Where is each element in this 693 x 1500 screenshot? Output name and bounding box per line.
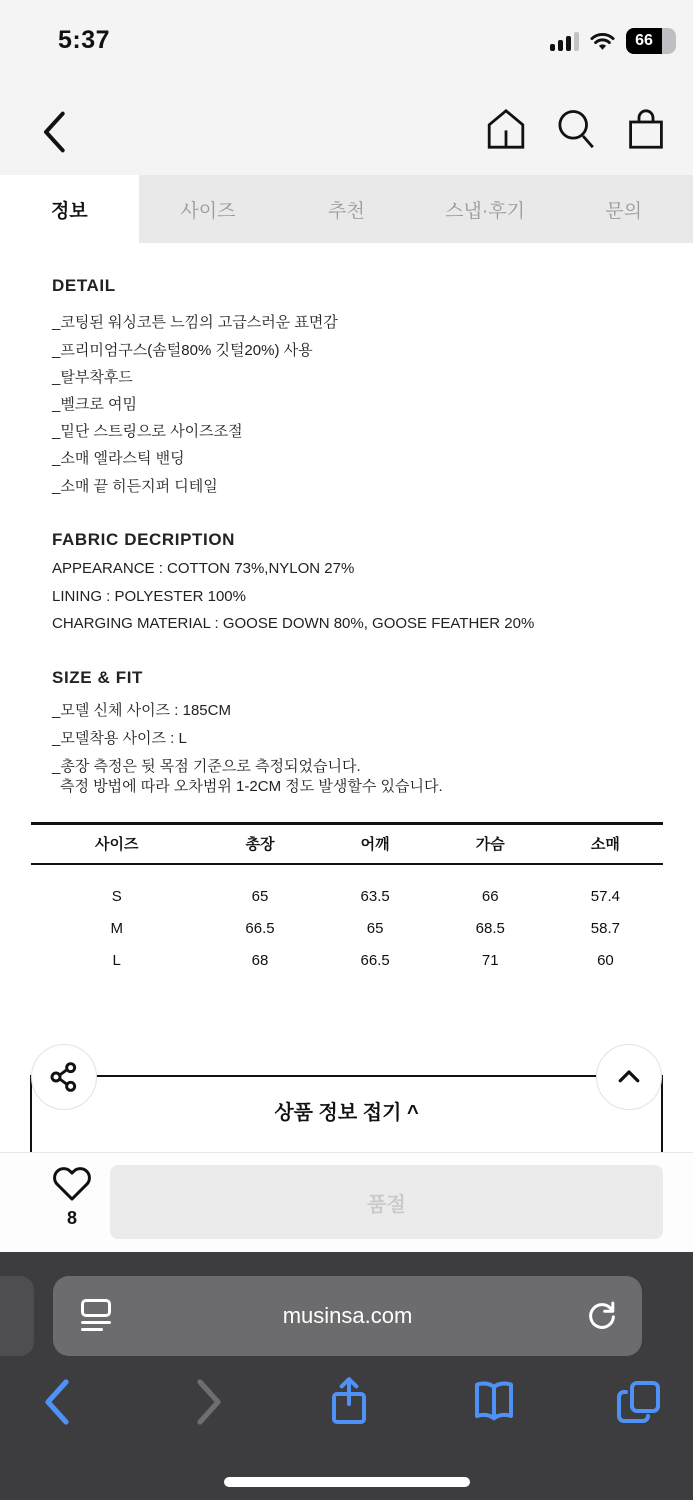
detail-item: _소매 끝 히든지퍼 디테일: [52, 478, 218, 495]
bookmarks-icon[interactable]: [470, 1376, 518, 1428]
purchase-action-bar: [0, 1152, 693, 1252]
size-table-header: 소매: [548, 824, 663, 865]
detail-heading: DETAIL: [52, 276, 116, 295]
home-icon[interactable]: [485, 106, 527, 152]
browser-share-icon[interactable]: [325, 1376, 373, 1428]
sold-out-button[interactable]: 품절: [110, 1165, 663, 1239]
share-network-icon: [48, 1061, 80, 1093]
browser-back-icon[interactable]: [36, 1376, 84, 1428]
refresh-icon[interactable]: [584, 1298, 620, 1334]
browser-forward-icon[interactable]: [182, 1376, 230, 1428]
browser-toolbar: [0, 1370, 693, 1450]
table-cell: 65: [251, 887, 269, 905]
browser-chrome: [0, 1252, 693, 1500]
size-table-header: 사이즈: [31, 824, 202, 865]
table-cell: 58.7: [590, 919, 620, 937]
back-icon[interactable]: [36, 108, 76, 156]
fabric-item: CHARGING MATERIAL : GOOSE DOWN 80%, GOOSE FEATHER 20%: [52, 615, 535, 632]
tab-inquiry[interactable]: 문의: [554, 175, 693, 243]
sizefit-item: _모델 신체 사이즈 : 185CM: [52, 702, 231, 719]
size-table-header: 어깨: [318, 824, 433, 865]
size-table-header: 가슴: [433, 824, 548, 865]
table-cell: 71: [481, 951, 499, 969]
detail-item: _프리미엄구스(솜털80% 깃털20%) 사용: [52, 342, 313, 359]
tab-size[interactable]: 사이즈: [139, 175, 278, 243]
search-icon[interactable]: [555, 106, 597, 152]
tab-recommend[interactable]: 추천: [277, 175, 416, 243]
table-cell: 65: [366, 919, 384, 937]
fabric-item: APPEARANCE : COTTON 73%,NYLON 27%: [52, 560, 355, 577]
table-cell: 57.4: [590, 887, 620, 905]
sizefit-item: 측정 방법에 따라 오차범위 1-2CM 정도 발생할수 있습니다.: [60, 778, 443, 795]
table-cell: 66.5: [360, 951, 390, 969]
table-cell: 63.5: [360, 887, 390, 905]
wifi-icon: [589, 30, 616, 52]
detail-item: _소매 엘라스틱 밴딩: [52, 450, 185, 467]
status-icons: [550, 28, 671, 54]
collapse-info-button[interactable]: 상품 정보 접기 ^: [274, 1102, 419, 1124]
sizefit-item: _총장 측정은 뒷 목점 기준으로 측정되었습니다.: [52, 758, 361, 775]
size-table-header: 총장: [202, 824, 317, 865]
scroll-to-top-button[interactable]: [596, 1044, 662, 1110]
status-bar: [0, 22, 693, 62]
adjacent-tab-edge[interactable]: [0, 1276, 34, 1356]
size-table-header-row: [31, 824, 663, 865]
table-cell: 66.5: [245, 919, 275, 937]
table-cell: L: [112, 951, 121, 969]
tabs-icon[interactable]: [615, 1376, 663, 1428]
fabric-heading: FABRIC DECRIPTION: [52, 530, 236, 549]
home-indicator[interactable]: [224, 1477, 470, 1487]
share-button[interactable]: [31, 1044, 97, 1110]
sizefit-item: _모델착용 사이즈 : L: [52, 730, 187, 747]
table-cell: 60: [597, 951, 614, 969]
tab-reviews[interactable]: 스냅·후기: [416, 175, 555, 243]
nav-bar: [0, 90, 693, 175]
url-text: musinsa.com: [282, 1303, 413, 1328]
bag-icon[interactable]: [625, 106, 667, 152]
table-cell: 68.5: [475, 919, 505, 937]
table-cell: M: [110, 919, 123, 937]
table-cell: 66: [481, 887, 499, 905]
signal-icon: [550, 31, 579, 51]
chevron-up-icon: [614, 1062, 644, 1092]
detail-item: _밑단 스트링으로 사이즈조절: [52, 423, 243, 440]
detail-item: _코팅된 워싱코튼 느낌의 고급스러운 표면감: [52, 314, 338, 331]
detail-item: _벨크로 여밈: [52, 396, 137, 413]
reader-icon[interactable]: [81, 1299, 113, 1333]
tab-info[interactable]: 정보: [0, 175, 139, 243]
top-chrome: [0, 0, 693, 175]
battery-icon: [626, 28, 671, 54]
table-row: [31, 912, 663, 944]
section-tab-bar: [0, 175, 693, 243]
sizefit-heading: SIZE & FIT: [52, 668, 143, 687]
size-table: [31, 822, 663, 976]
table-cell: 68: [251, 951, 269, 969]
like-count: 8: [66, 1208, 77, 1228]
status-time: 5:37: [58, 26, 111, 54]
like-button[interactable]: [44, 1163, 100, 1229]
url-bar[interactable]: [53, 1276, 642, 1356]
table-row: [31, 944, 663, 976]
heart-icon: [52, 1163, 92, 1201]
fabric-item: LINING : POLYESTER 100%: [52, 588, 246, 605]
battery-percent: 66: [635, 32, 653, 49]
table-cell: S: [111, 887, 122, 905]
detail-item: _탈부착후드: [52, 369, 133, 386]
table-row: [31, 880, 663, 912]
